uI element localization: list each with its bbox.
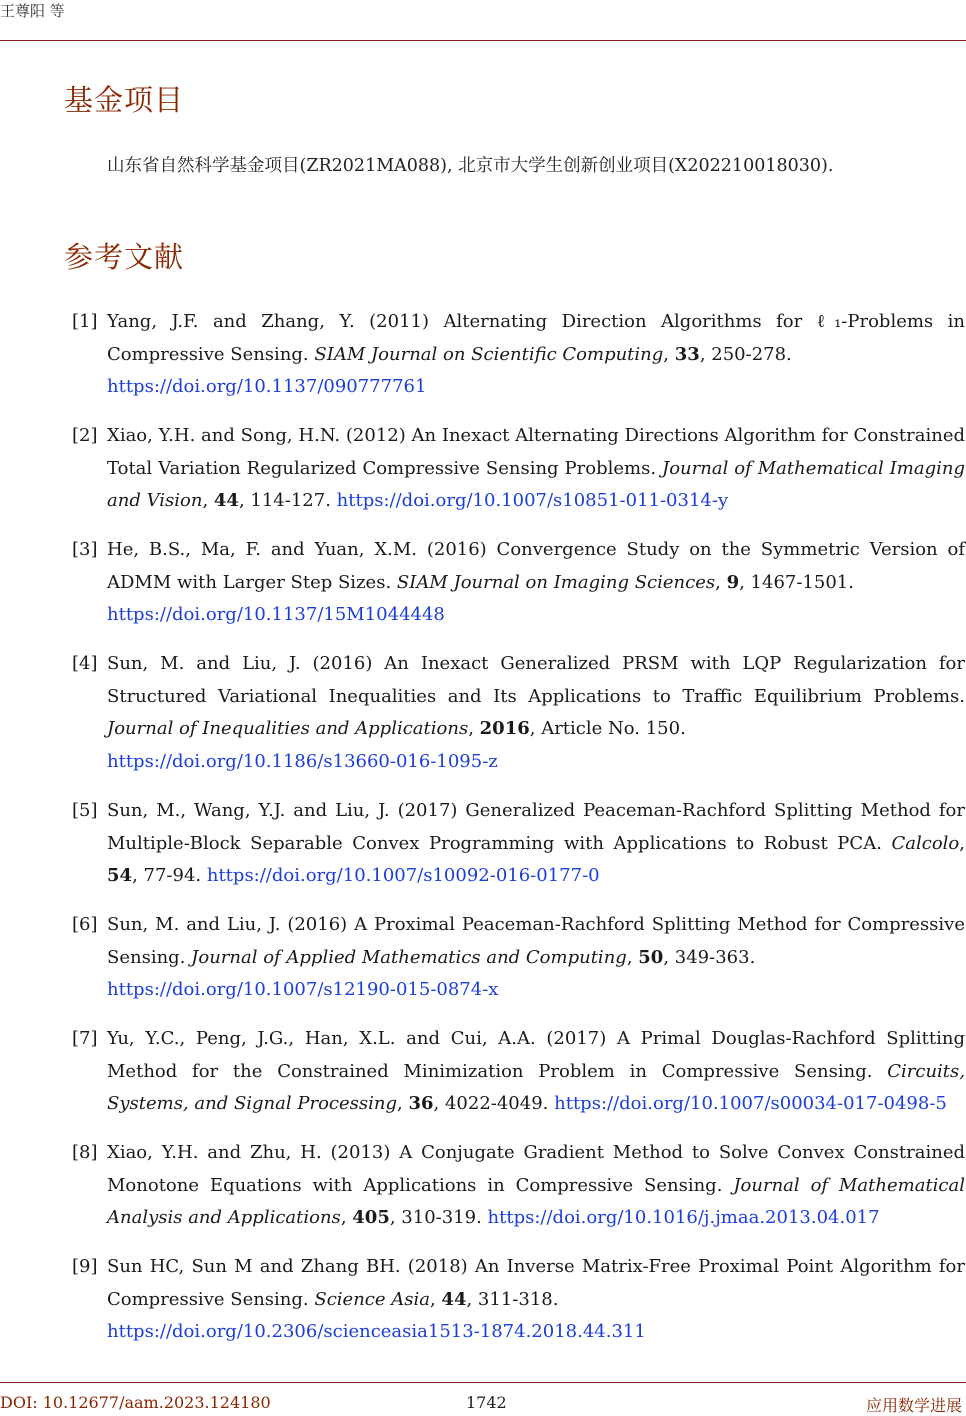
reference-journal: Calcolo xyxy=(891,832,960,854)
reference-text: Sun, M. and Liu, J. (2016) A Proximal Peaceman-Rachford Splitting Method for Compressive Sensing. xyxy=(107,914,965,968)
reference-doi-link[interactable]: https://doi.org/10.1137/090777761 xyxy=(107,376,427,398)
reference-doi-link[interactable]: https://doi.org/10.1016/j.jmaa.2013.04.017 xyxy=(487,1207,880,1229)
reference-doi-link[interactable]: https://doi.org/10.1007/s12190-015-0874-x xyxy=(107,979,499,1001)
reference-doi-link[interactable]: https://doi.org/10.2306/scienceasia1513-1874.2018.44.311 xyxy=(107,1321,646,1343)
reference-number: [1] xyxy=(72,311,98,332)
reference-text: Sun, M. and Liu, J. (2016) An Inexact Generalized PRSM with LQP Regularization for Structured Variational Inequalities and Its Applications to Traffic Equilibrium Problems. xyxy=(107,653,965,707)
reference-pages: , 114-127. xyxy=(238,490,331,512)
reference-number: [2] xyxy=(72,425,98,446)
reference-pages: , 311-318. xyxy=(466,1288,559,1310)
reference-item: [6] Sun, M. and Liu, J. (2016) A Proximal Peaceman-Rachford Splitting Method for Compressive Sensing. Journal of Applied Mathematics and Computing, 50, 349-363. https://doi.org/10.1007/s12190-015-0874-x xyxy=(72,909,965,1007)
funding-text: 山东省自然科学基金项目(ZR2021MA088), 北京市大学生创新创业项目(X202210018030). xyxy=(107,156,834,176)
header-rule xyxy=(0,40,966,41)
reference-pages: , Article No. 150. xyxy=(529,718,686,740)
reference-item: [4] Sun, M. and Liu, J. (2016) An Inexact Generalized PRSM with LQP Regularization for Structured Variational Inequalities and Its Applications to Traffic Equilibrium Problems. Journal of Inequalities and Applications, 2016, Article No. 150. https://doi.org/10.1186/s13660-016-1095-z xyxy=(72,648,965,778)
reference-pages: , 349-363. xyxy=(663,946,756,968)
reference-journal: Journal of Mathematical Analysis and Applications xyxy=(107,1174,965,1229)
reference-pages: , 310-319. xyxy=(389,1207,482,1229)
reference-journal: Journal of Mathematical Imaging and Vision xyxy=(107,457,965,512)
reference-pages: , 77-94. xyxy=(132,865,202,887)
reference-text: Yang, J.F. and Zhang, Y. (2011) Alternating Direction Algorithms for ℓ₁-Problems in Compressive Sensing. xyxy=(107,311,965,365)
reference-doi-link[interactable]: https://doi.org/10.1007/s10851-011-0314-y xyxy=(336,490,729,512)
reference-text: Sun HC, Sun M and Zhang BH. (2018) An Inverse Matrix-Free Proximal Point Algorithm for Compressive Sensing. xyxy=(107,1256,965,1310)
reference-doi-link[interactable]: https://doi.org/10.1186/s13660-016-1095-z xyxy=(107,750,498,772)
reference-pages: , 4022-4049. xyxy=(433,1093,549,1115)
funding-section-title: 基金项目 xyxy=(64,83,185,117)
footer-doi[interactable]: DOI: 10.12677/aam.2023.124180 xyxy=(0,1393,271,1412)
reference-journal: Journal of Applied Mathematics and Computing xyxy=(191,946,627,968)
reference-volume: 2016 xyxy=(479,718,530,740)
footer-rule xyxy=(0,1382,966,1383)
reference-pages: , 250-278. xyxy=(699,343,792,365)
reference-doi-link[interactable]: https://doi.org/10.1137/15M1044448 xyxy=(107,604,445,626)
references-section-title: 参考文献 xyxy=(64,240,185,274)
reference-journal: Science Asia xyxy=(314,1288,430,1310)
reference-number: [3] xyxy=(72,539,98,560)
page-number: 1742 xyxy=(466,1393,507,1412)
reference-volume: 405 xyxy=(352,1207,390,1229)
reference-doi-link[interactable]: https://doi.org/10.1007/s10092-016-0177-0 xyxy=(206,865,600,887)
reference-volume: 44 xyxy=(441,1288,467,1310)
reference-item: [9] Sun HC, Sun M and Zhang BH. (2018) An Inverse Matrix-Free Proximal Point Algorithm for Compressive Sensing. Science Asia, 44, 311-318. https://doi.org/10.2306/scienceasia1513-1874.2018.44.311 xyxy=(72,1251,965,1349)
reference-number: [7] xyxy=(72,1028,98,1049)
reference-journal: SIAM Journal on Imaging Sciences xyxy=(396,571,716,593)
reference-journal: Journal of Inequalities and Applications xyxy=(107,718,469,740)
reference-item: [7] Yu, Y.C., Peng, J.G., Han, X.L. and Cui, A.A. (2017) A Primal Douglas-Rachford Splitting Method for the Constrained Minimization Problem in Compressive Sensing. Circuits, Systems, and Signal Processing, 36, 4022-4049. https://doi.org/10.1007/s00034-017-0498-5 xyxy=(72,1023,965,1121)
reference-volume: 50 xyxy=(638,946,664,968)
reference-text: Xiao, Y.H. and Song, H.N. (2012) An Inexact Alternating Directions Algorithm for Constrained Total Variation Regularized Compressive Sensing Problems. xyxy=(107,425,965,479)
reference-number: [6] xyxy=(72,914,98,935)
footer-journal-name: 应用数学进展 xyxy=(865,1396,962,1415)
reference-text: He, B.S., Ma, F. and Yuan, X.M. (2016) Convergence Study on the Symmetric Version of ADMM with Larger Step Sizes. xyxy=(107,539,965,593)
reference-number: [8] xyxy=(72,1142,98,1163)
reference-volume: 33 xyxy=(674,343,700,365)
reference-number: [4] xyxy=(72,653,98,674)
reference-item: [1] Yang, J.F. and Zhang, Y. (2011) Alternating Direction Algorithms for ℓ₁-Problems in Compressive Sensing. SIAM Journal on Scientific Computing, 33, 250-278. https://doi.org/10.1137/090777761 xyxy=(72,306,965,404)
reference-journal: SIAM Journal on Scientific Computing xyxy=(314,343,664,365)
reference-item: [8] Xiao, Y.H. and Zhu, H. (2013) A Conjugate Gradient Method to Solve Convex Constrained Monotone Equations with Applications in Compressive Sensing. Journal of Mathematical Analysis and Applications, 405, 310-319. https://doi.org/10.1016/j.jmaa.2013.04.017 xyxy=(72,1137,965,1235)
reference-journal: Circuits, Systems, and Signal Processing xyxy=(107,1060,965,1115)
reference-text: Xiao, Y.H. and Zhu, H. (2013) A Conjugate Gradient Method to Solve Convex Constrained Monotone Equations with Applications in Compressive Sensing. xyxy=(107,1142,965,1196)
reference-text: Yu, Y.C., Peng, J.G., Han, X.L. and Cui, A.A. (2017) A Primal Douglas-Rachford Splitting Method for the Constrained Minimization Problem in Compressive Sensing. xyxy=(107,1028,965,1082)
reference-pages: , 1467-1501. xyxy=(739,571,854,593)
reference-volume: 44 xyxy=(213,490,239,512)
reference-text: Sun, M., Wang, Y.J. and Liu, J. (2017) Generalized Peaceman-Rachford Splitting Method for Multiple-Block Separable Convex Programming with Applications to Robust PCA. xyxy=(107,800,965,854)
reference-number: [9] xyxy=(72,1256,98,1277)
running-header-author: 王尊阳 等 xyxy=(0,2,65,20)
reference-doi-link[interactable]: https://doi.org/10.1007/s00034-017-0498-5 xyxy=(554,1093,947,1115)
reference-item: [3] He, B.S., Ma, F. and Yuan, X.M. (2016) Convergence Study on the Symmetric Version of ADMM with Larger Step Sizes. SIAM Journal on Imaging Sciences, 9, 1467-1501. https://doi.org/10.1137/15M1044448 xyxy=(72,534,965,632)
reference-volume: 54 xyxy=(107,865,133,887)
reference-number: [5] xyxy=(72,800,98,821)
reference-volume: 36 xyxy=(408,1093,434,1115)
reference-item: [5] Sun, M., Wang, Y.J. and Liu, J. (2017) Generalized Peaceman-Rachford Splitting Method for Multiple-Block Separable Convex Programming with Applications to Robust PCA. Calcolo, 54, 77-94. https://doi.org/10.1007/s10092-016-0177-0 xyxy=(72,795,965,893)
reference-volume: 9 xyxy=(726,571,740,593)
reference-item: [2] Xiao, Y.H. and Song, H.N. (2012) An Inexact Alternating Directions Algorithm for Constrained Total Variation Regularized Compressive Sensing Problems. Journal of Mathematical Imaging and Vision, 44, 114-127. https://doi.org/10.1007/s10851-011-0314-y xyxy=(72,420,965,518)
